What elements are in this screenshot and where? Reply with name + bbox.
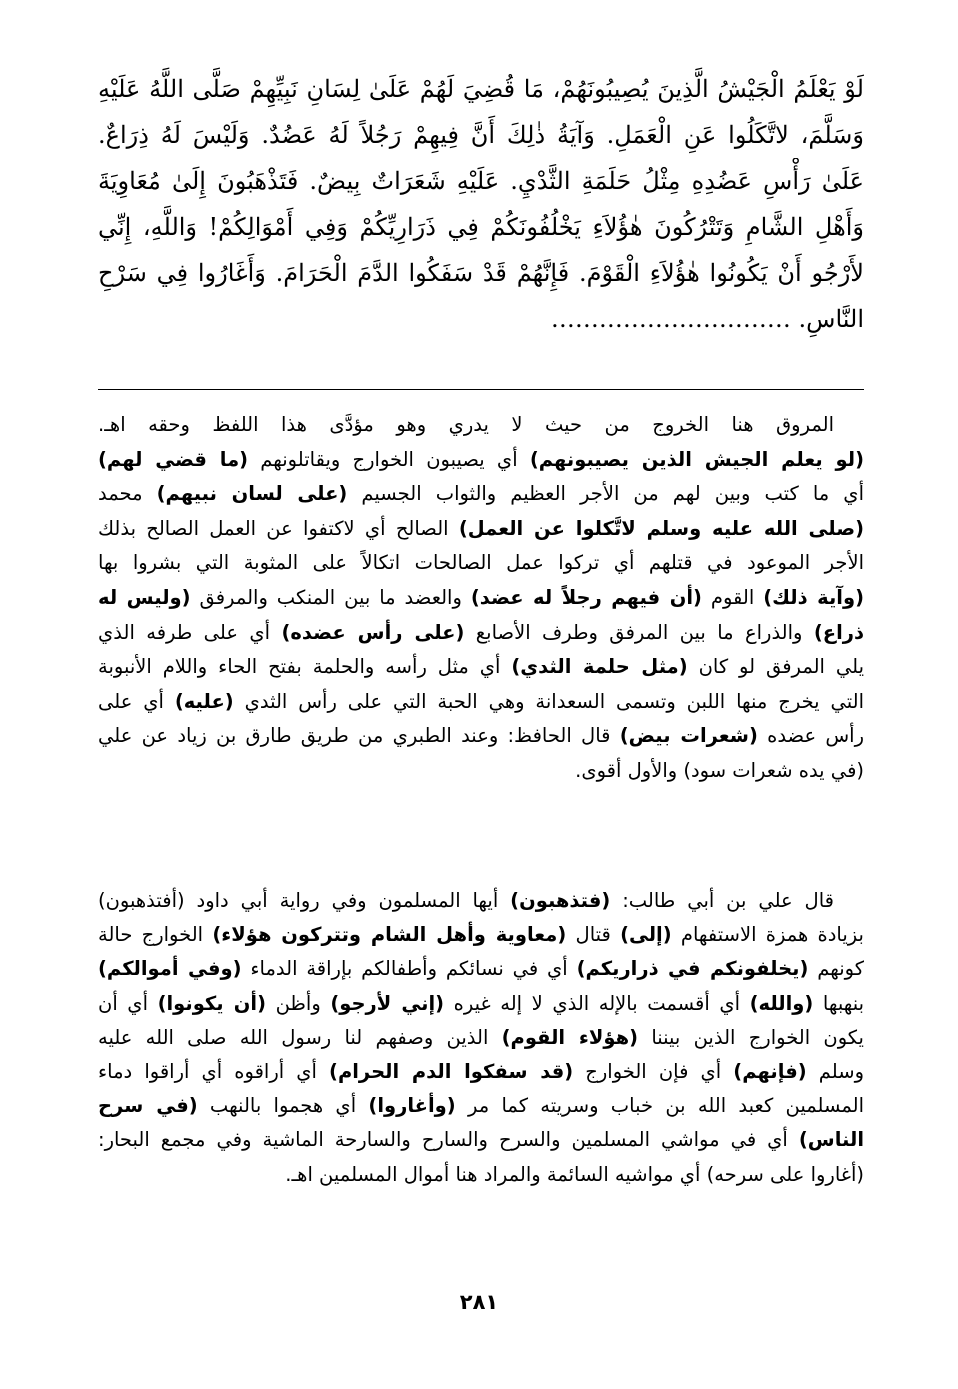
commentary-line (98, 581, 864, 616)
commentary-line (98, 443, 864, 478)
bold-quote: (أن يكونوا) (157, 991, 266, 1015)
hadith-line: وَسَلَّمَ، لاتَّكَلُوا عَنِ الْعَمَلِ. وَآيَةُ ذٰلِكَ أَنَّ فِيهِمْ رَجُلاً لَهُ عَضُدٌ. وَلَيْسَ لَهُ ذِرَاعٌ. (98, 121, 864, 149)
bold-quote: (في سرح (98, 1094, 198, 1118)
bold-quote: (مثل حلمة الثدي) (511, 655, 688, 679)
bold-quote: (هؤلاء القوم) (501, 1025, 639, 1049)
bold-quote: (وليس له (98, 585, 191, 609)
commentary-text: يلي المرفق لو كان (687, 655, 864, 679)
hadith-text-block (98, 66, 864, 342)
commentary-line (98, 616, 864, 651)
commentary-text: أي ما كتب وبين لهم من الأجر العظيم والثواب الجسيم (347, 482, 864, 506)
commentary-line (98, 477, 864, 512)
ellipsis-dots: ………………………… (550, 305, 791, 333)
bold-quote: (صلى الله عليه وسلم لاتَّكلوا عن العمل) (458, 516, 864, 540)
commentary-text: أي في مواشي المسلمين والسرح والسارح والسارحة الماشية وفي مجمع البحار: (98, 1128, 799, 1152)
page-number: ٢٨١ (459, 1290, 499, 1314)
bold-quote: (أن فيهم رجلاً له عضد) (470, 585, 702, 609)
commentary-text: بزيادة همزة الاستفهام (671, 923, 864, 947)
footnote-divider (98, 389, 864, 390)
commentary-text: أي أقسمت بالإله الذي لا إله غيره (444, 991, 750, 1015)
bold-quote: (فإنهم) (733, 1060, 807, 1084)
commentary-text: المسلمين كعبد الله بن خباب وسريته كما مر (455, 1094, 864, 1118)
bold-quote: (معاوية وأهل الشام وتتركون هؤلاء) (212, 923, 567, 947)
commentary-line (98, 685, 864, 720)
bold-quote: (والله) (749, 991, 814, 1015)
commentary-text: كونهم (808, 957, 864, 981)
commentary-line (98, 408, 864, 443)
commentary-block-1 (98, 408, 864, 789)
commentary-text: الأجر الموعود في قتلهم أي تركوا عمل الصالحات اتكالاً على المثوبة التي بشروا بها (98, 551, 864, 575)
bold-quote: (وآية ذلك) (763, 585, 864, 609)
bold-quote: (على لسان نبيهم) (156, 482, 348, 506)
commentary-text: أيها المسلمون وفي رواية أبي داود (أفتذهبون) (98, 889, 511, 912)
bold-quote: (وأغاروا) (368, 1094, 456, 1118)
commentary-text: (في يده شعرات سود) والأول أقوى. (575, 758, 864, 782)
commentary-text: والذراع ما بين المرفق وطرف الأصابع (464, 620, 814, 644)
commentary-line (98, 987, 864, 1021)
commentary-line (98, 884, 864, 918)
commentary-text: أي في نسائكم وأطفالكم بإراقة الدماء (241, 957, 577, 981)
bold-quote: (عليه) (174, 689, 234, 713)
bold-quote: ذراع) (813, 620, 864, 644)
commentary-text: قال علي بن أبي طالب: (610, 889, 834, 912)
commentary-text: أي فإن الخوارج (573, 1060, 734, 1084)
bold-quote: (لو يعلم الجيش الذين يصيبونهم) (529, 447, 864, 471)
bold-quote: (على رأس عضده) (281, 620, 465, 644)
commentary-line (98, 1021, 864, 1055)
commentary-line (98, 918, 864, 952)
commentary-line (98, 512, 864, 547)
commentary-line (98, 1055, 864, 1089)
bold-quote: (شعرات بيض) (619, 724, 758, 748)
commentary-text: أي مثل رأسه والحلمة بفتح الحاء واللام الأنبوبة (98, 655, 512, 679)
commentary-text: وسلم (806, 1060, 864, 1084)
bold-quote: (قد سفكوا الدم الحرام) (329, 1060, 574, 1084)
hadith-line: النَّاسِ. (798, 305, 864, 333)
bold-quote: (إني لأرجو) (330, 991, 445, 1015)
commentary-text: الخوارج حالة (98, 923, 213, 947)
commentary-block-2 (98, 884, 864, 1192)
commentary-line (98, 1158, 864, 1192)
commentary-text: أي أراقوه أي أراقوا دماء (98, 1060, 330, 1084)
commentary-text: الذين وصفهم لنا رسول الله صلى الله عليه (98, 1025, 502, 1049)
commentary-text: أي على (98, 689, 175, 713)
commentary-text: القوم (701, 585, 764, 609)
commentary-line (98, 650, 864, 685)
commentary-line (98, 546, 864, 581)
commentary-line (98, 719, 864, 754)
commentary-text: الصالح أي لاكتفوا عن العمل الصالح بذلك (98, 516, 459, 540)
hadith-line: عَلَىٰ رَأْسِ عَضُدِهِ مِثْلُ حَلَمَةِ الثَّدْيِ. عَلَيْهِ شَعَرَاتٌ بِيضٌ. فَتَذْهَبُونَ إِلَىٰ مُعَاوِيَةَ (98, 167, 864, 195)
hadith-line: لَوْ يَعْلَمُ الْجَيْشُ الَّذِينَ يُصِيبُونَهُمْ، مَا قُضِيَ لَهُمْ عَلَىٰ لِسَانِ نَبِيِّهِمْ صَلَّى اللَّهُ عَلَيْهِ (98, 75, 864, 103)
bold-quote: (وفي أموالكم) (98, 957, 242, 981)
commentary-line (98, 952, 864, 986)
commentary-text: المروق هنا الخروج من حيث لا يدري وهو مؤدَّى هذا اللفظ وحقه اهـ. (98, 413, 834, 436)
commentary-text: بنهبها (813, 991, 864, 1015)
commentary-text: (أغاروا على سرحه) أي مواشيه السائمة والمراد هنا أموال المسلمين اهـ. (285, 1162, 864, 1186)
hadith-last-line (98, 296, 864, 342)
commentary-text: وأظن (266, 991, 331, 1015)
commentary-text: رأس عضده (757, 724, 864, 748)
hadith-line: وَأَهْلِ الشَّامِ وَتَتْرُكُونَ هٰؤُلاَءِ يَخْلُفُونَكُمْ فِي ذَرَارِيِّكُمْ وَفِي أَمْوَالِكُمْ! وَاللَّهِ، إِنِّي (98, 213, 864, 241)
commentary-line (98, 1123, 864, 1157)
commentary-text: يكون الخوارج الذين بيننا (638, 1025, 864, 1049)
bold-quote: (إلى) (620, 923, 672, 947)
commentary-line (98, 1089, 864, 1123)
bold-quote: (ما قضي لهم) (98, 447, 249, 471)
hadith-line: لأَرْجُو أَنْ يَكُونُوا هٰؤُلاَءِ الْقَوْمَ. فَإِنَّهُمْ قَدْ سَفَكُوا الدَّمَ الْحَرَامَ. وَأَغَارُوا فِي سَرْحِ (98, 259, 864, 287)
commentary-text: التي يخرج منها اللبن وتسمى السعدانة وهي الحبة التي على رأس الثدي (233, 689, 864, 713)
bold-quote: (يخلفونكم في ذراريكم) (576, 957, 809, 981)
bold-quote: (فتذهبون) (510, 889, 611, 912)
commentary-text: والعضد ما بين المنكب والمرفق (190, 585, 471, 609)
commentary-text: قال الحافظ: وعند الطبري من طريق طارق بن زياد عن علي (98, 724, 620, 748)
bold-quote: الناس) (798, 1128, 864, 1152)
commentary-text: قتال (566, 923, 621, 947)
commentary-text: أي على طرفه الذي (98, 620, 282, 644)
commentary-text: أي أن (98, 991, 158, 1015)
commentary-text: أي يصيبون الخوارج ويقاتلونهم (248, 447, 530, 471)
commentary-line (98, 754, 864, 789)
commentary-text: أي هجموا بالنهب (197, 1094, 369, 1118)
commentary-text: محمد (98, 482, 157, 506)
